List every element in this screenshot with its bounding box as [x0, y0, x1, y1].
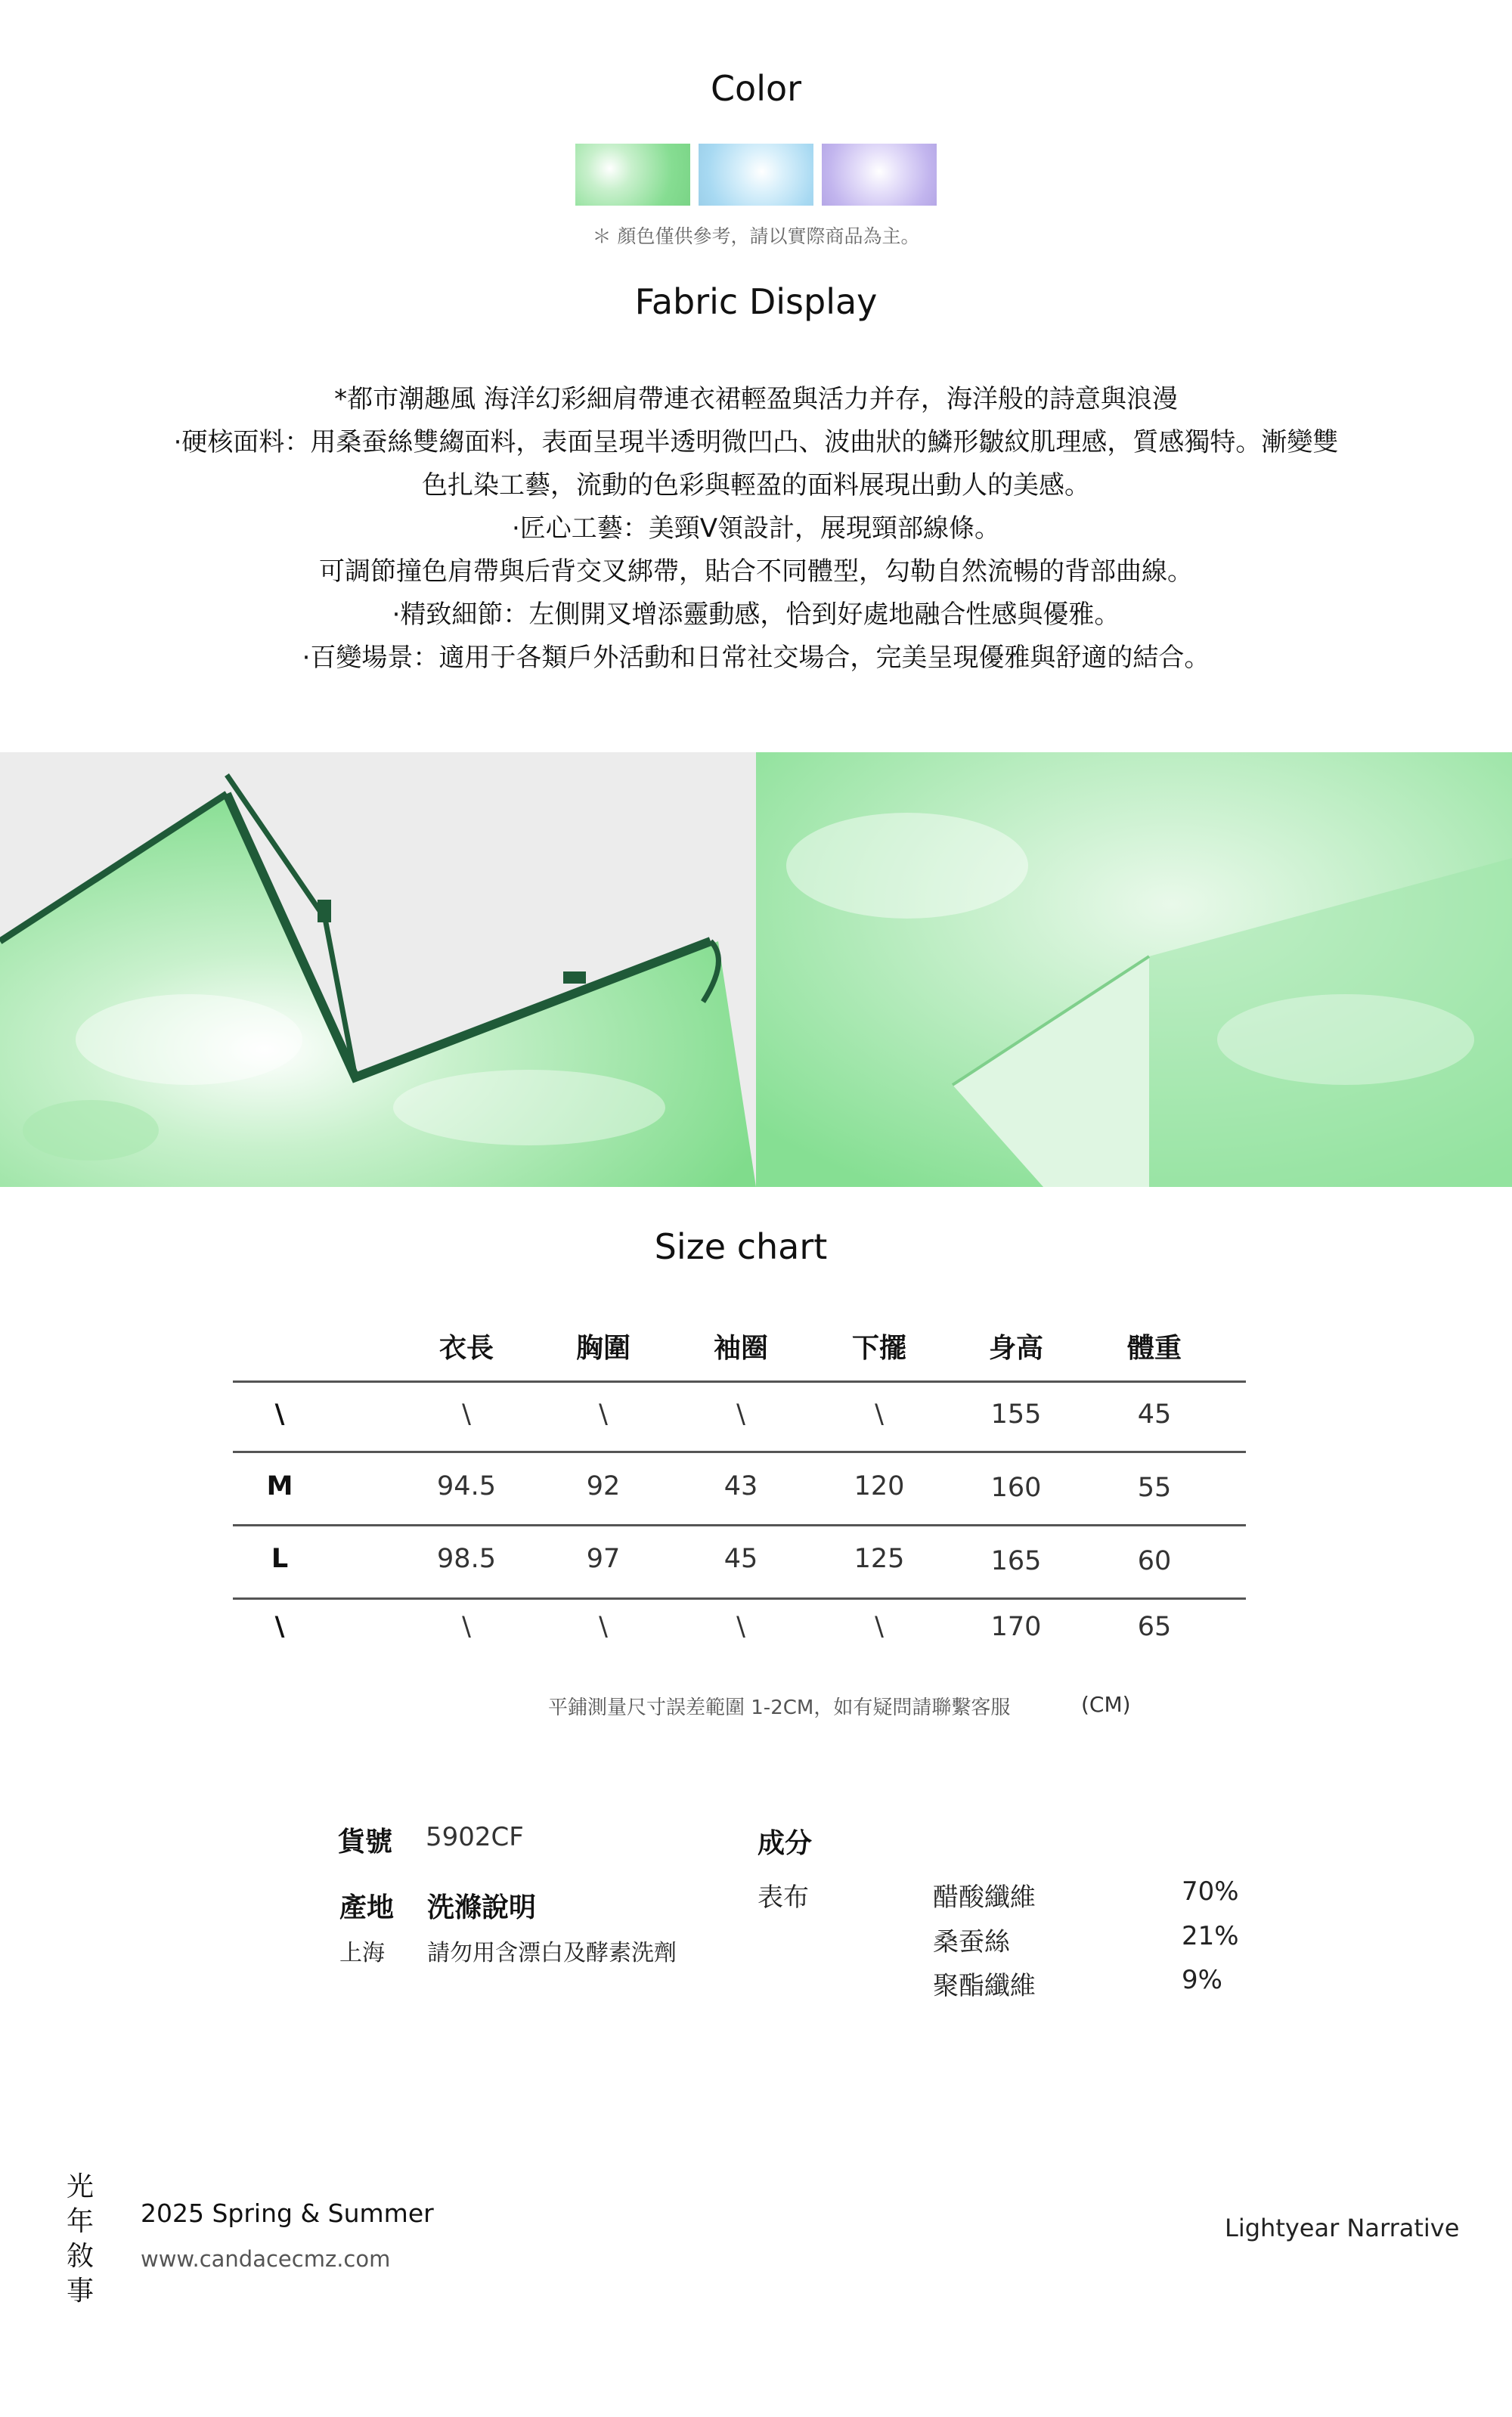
cell-armhole: \ — [736, 1399, 745, 1430]
cell-hem: 125 — [854, 1544, 905, 1574]
cell-hem: 120 — [854, 1471, 905, 1501]
header-length: 衣長 — [438, 1333, 494, 1364]
table-rule — [233, 1451, 1246, 1453]
fabric-line-6: ·精致細節：左側開叉增添靈動感，恰到好處地融合性感與優雅。 — [392, 600, 1120, 630]
table-rule — [233, 1524, 1246, 1526]
brand-char: 敘 — [66, 2241, 94, 2272]
website-link[interactable]: www.candacecmz.com — [141, 2246, 391, 2272]
cell-chest: \ — [599, 1612, 608, 1642]
cell-height: 160 — [990, 1473, 1042, 1503]
brand-char: 事 — [66, 2276, 94, 2307]
row-label: \ — [274, 1612, 285, 1642]
cell-weight: 60 — [1137, 1546, 1172, 1576]
item-no-value: 5902CF — [426, 1822, 524, 1852]
cell-length: \ — [462, 1612, 471, 1642]
material-pct: 9% — [1182, 1965, 1222, 1995]
header-hem: 下擺 — [851, 1333, 906, 1364]
brand-english-name: Lightyear Narrative — [1225, 2214, 1460, 2242]
cell-chest: \ — [599, 1399, 608, 1430]
size-chart-title: Size chart — [654, 1226, 828, 1267]
wash-label: 洗滌說明 — [427, 1892, 537, 1923]
cell-length: 94.5 — [437, 1471, 496, 1501]
color-title: Color — [710, 68, 802, 109]
material-name: 醋酸纖維 — [933, 1882, 1036, 1913]
header-height: 身高 — [988, 1333, 1043, 1364]
row-label: \ — [274, 1399, 285, 1430]
item-no-label: 貨號 — [338, 1827, 393, 1858]
season-label: 2025 Spring & Summer — [141, 2199, 434, 2228]
color-note: ＊ 顏色僅供參考，請以實際商品為主。 — [592, 225, 920, 247]
table-rule — [233, 1380, 1246, 1383]
cell-height: 165 — [990, 1546, 1042, 1576]
fabric-line-3: 色扎染工藝，流動的色彩與輕盈的面料展現出動人的美感。 — [422, 470, 1090, 500]
row-label: M — [266, 1471, 293, 1501]
swatch-blue — [699, 144, 813, 206]
cell-hem: \ — [875, 1612, 884, 1642]
material-pct: 70% — [1182, 1876, 1239, 1907]
header-armhole: 袖圈 — [713, 1333, 768, 1364]
material-name: 聚酯纖維 — [933, 1971, 1036, 2001]
swatch-green — [575, 144, 690, 206]
cell-armhole: \ — [736, 1612, 745, 1642]
cell-chest: 97 — [586, 1544, 621, 1574]
header-weight: 體重 — [1126, 1333, 1182, 1364]
fabric-line-4: ·匠心工藝：美頸V領設計，展現頸部線條。 — [511, 513, 1001, 544]
material-pct: 21% — [1182, 1921, 1239, 1951]
vertical-brand-name — [64, 2170, 97, 2309]
cell-weight: 45 — [1137, 1399, 1172, 1430]
unit-label: (CM) — [1081, 1692, 1131, 1717]
cell-weight: 55 — [1137, 1473, 1172, 1503]
fabric-label: 表布 — [758, 1882, 809, 1913]
measurement-note: 平鋪測量尺寸誤差範圍 1-2CM，如有疑問請聯繫客服 — [548, 1697, 1011, 1719]
fabric-line-2: ·硬核面料：用桑蚕絲雙縐面料，表面呈現半透明微凹凸、波曲狀的鱗形皺紋肌理感，質感獨特。漸變雙 — [173, 427, 1339, 457]
cell-length: 98.5 — [437, 1544, 496, 1574]
composition-label: 成分 — [758, 1828, 813, 1859]
fabric-line-1: *都市潮趣風 海洋幻彩細肩帶連衣裙輕盈與活力并存，海洋般的詩意與浪漫 — [334, 384, 1178, 414]
cell-weight: 65 — [1137, 1612, 1172, 1642]
cell-armhole: 45 — [723, 1544, 758, 1574]
table-rule — [233, 1597, 1246, 1600]
material-name: 桑蚕絲 — [933, 1927, 1010, 1957]
cell-height: 170 — [990, 1612, 1042, 1642]
cell-height: 155 — [990, 1399, 1042, 1430]
fabric-line-7: ·百變場景：適用于各類戶外活動和日常社交場合，完美呈現優雅與舒適的結合。 — [302, 643, 1210, 673]
header-chest: 胸圍 — [575, 1333, 631, 1364]
cell-length: \ — [462, 1399, 471, 1430]
brand-char: 光 — [66, 2171, 94, 2202]
neckline-detail-photo — [0, 752, 756, 1187]
fabric-line-5: 可調節撞色肩帶與后背交叉綁帶，貼合不同體型，勾勒自然流暢的背部曲線。 — [319, 556, 1193, 587]
cell-hem: \ — [875, 1399, 884, 1430]
origin-value: 上海 — [339, 1940, 385, 1966]
cell-armhole: 43 — [723, 1471, 758, 1501]
hem-slit-detail-photo — [756, 752, 1512, 1187]
origin-label: 產地 — [339, 1892, 395, 1923]
wash-value: 請勿用含漂白及酵素洗劑 — [427, 1940, 677, 1966]
brand-char: 年 — [66, 2206, 94, 2237]
swatch-purple — [822, 144, 937, 206]
row-label: L — [271, 1544, 289, 1574]
fabric-title: Fabric Display — [634, 281, 878, 322]
cell-chest: 92 — [586, 1471, 621, 1501]
